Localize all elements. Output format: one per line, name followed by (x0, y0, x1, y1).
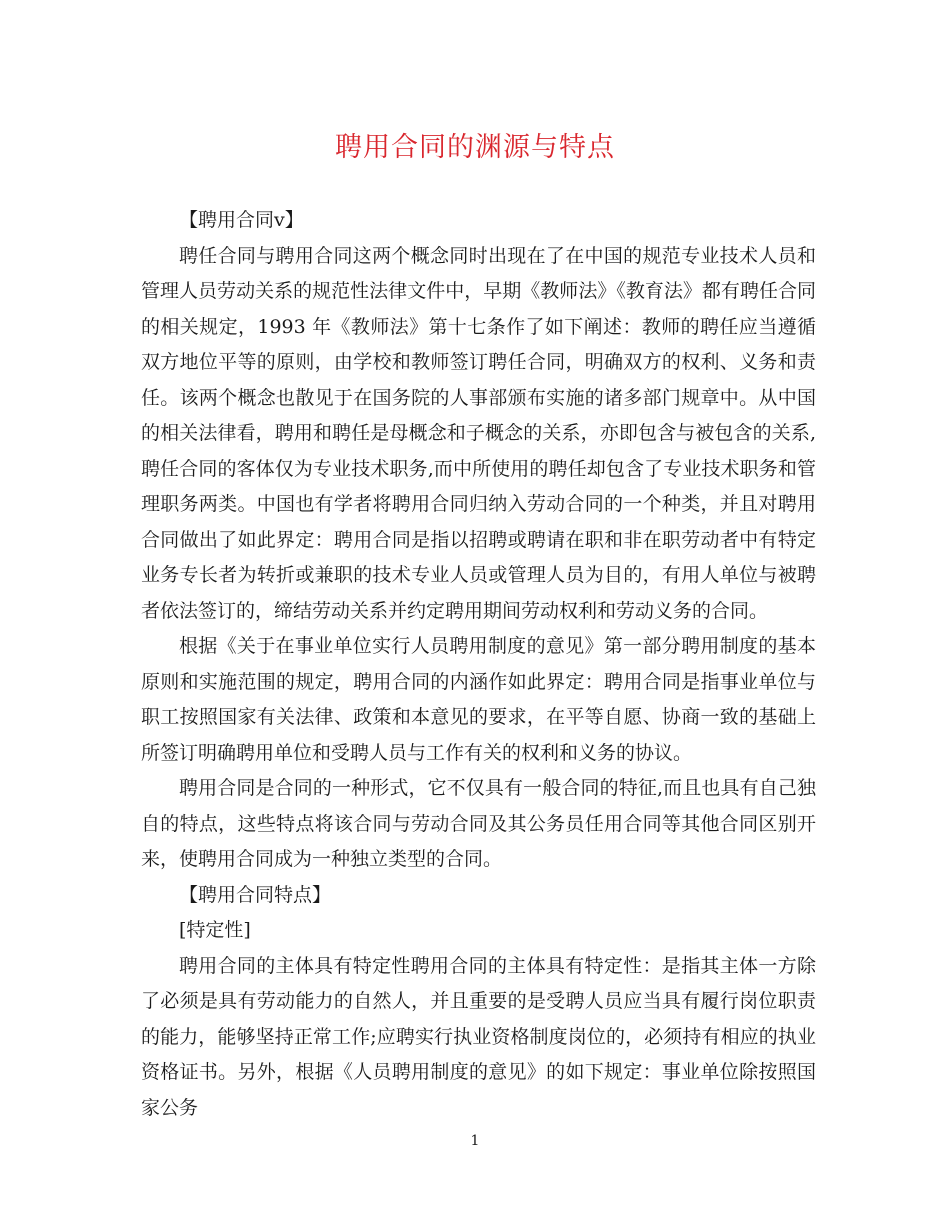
paragraph-contract-features: 聘用合同是合同的一种形式，它不仅具有一般合同的特征,而且也具有自己独自的特点，这些特点将该合同与劳动合同及其公务员任用合同等其他合同区别开来，使聘用合同成为一种独立类型的合同。 (141, 777, 816, 870)
paragraph-definition: 聘任合同与聘用合同这两个概念同时出现在了在中国的规范专业技术人员和管理人员劳动关系的规范性法律文件中，早期《教师法》《教育法》都有聘任合同的相关规定，1993 年《教师法》第十七条作了如下阐述：教师的聘任应当遵循双方地位平等的原则，由学校和教师签订聘任合同，明确双方的权利、义务和责任。该两个概念也散见于在国务院的人事部颁布实施的诸多部门规章中。从中国的相关法律看，聘用和聘任是母概念和子概念的关系，亦即包含与被包含的关系,聘任合同的客体仅为专业技术职务,而中所使用的聘任却包含了专业技术职务和管理职务两类。中国也有学者将聘用合同归纳入劳动合同的一个种类，并且对聘用合同做出了如此界定：聘用合同是指以招聘或聘请在职和非在职劳动者中有特定业务专长者为转折或兼职的技术专业人员或管理人员为目的，有用人单位与被聘者依法签订的，缔结劳动关系并约定聘用期间劳动权利和劳动义务的合同。 (141, 244, 816, 622)
document-title: 聘用合同的渊源与特点 (335, 132, 615, 163)
page-number: 1 (470, 1133, 480, 1149)
section-heading-features: 【聘用合同特点】 (179, 883, 332, 906)
paragraph-specificity: 聘用合同的主体具有特定性聘用合同的主体具有特定性：是指其主体一方除了必须是具有劳动能力的自然人，并且重要的是受聘人员应当具有履行岗位职责的能力，能够坚持正常工作;应聘实行执业资格制度岗位的，必须持有相应的执业资格证书。另外，根据《人员聘用制度的意见》的如下规定：事业单位除按照国家公务 (141, 954, 816, 1119)
document-body (141, 203, 816, 1126)
section-heading-contract: 【聘用合同v】 (179, 209, 304, 231)
paragraph-opinion-definition: 根据《关于在事业单位实行人员聘用制度的意见》第一部分聘用制度的基本原则和实施范围的规定，聘用合同的内涵作如此界定：聘用合同是指事业单位与职工按照国家有关法律、政策和本意见的要求，在平等自愿、协商一致的基础上所签订明确聘用单位和受聘人员与工作有关的权利和义务的协议。 (141, 635, 816, 764)
subheading-specificity: [特定性] (179, 919, 251, 941)
